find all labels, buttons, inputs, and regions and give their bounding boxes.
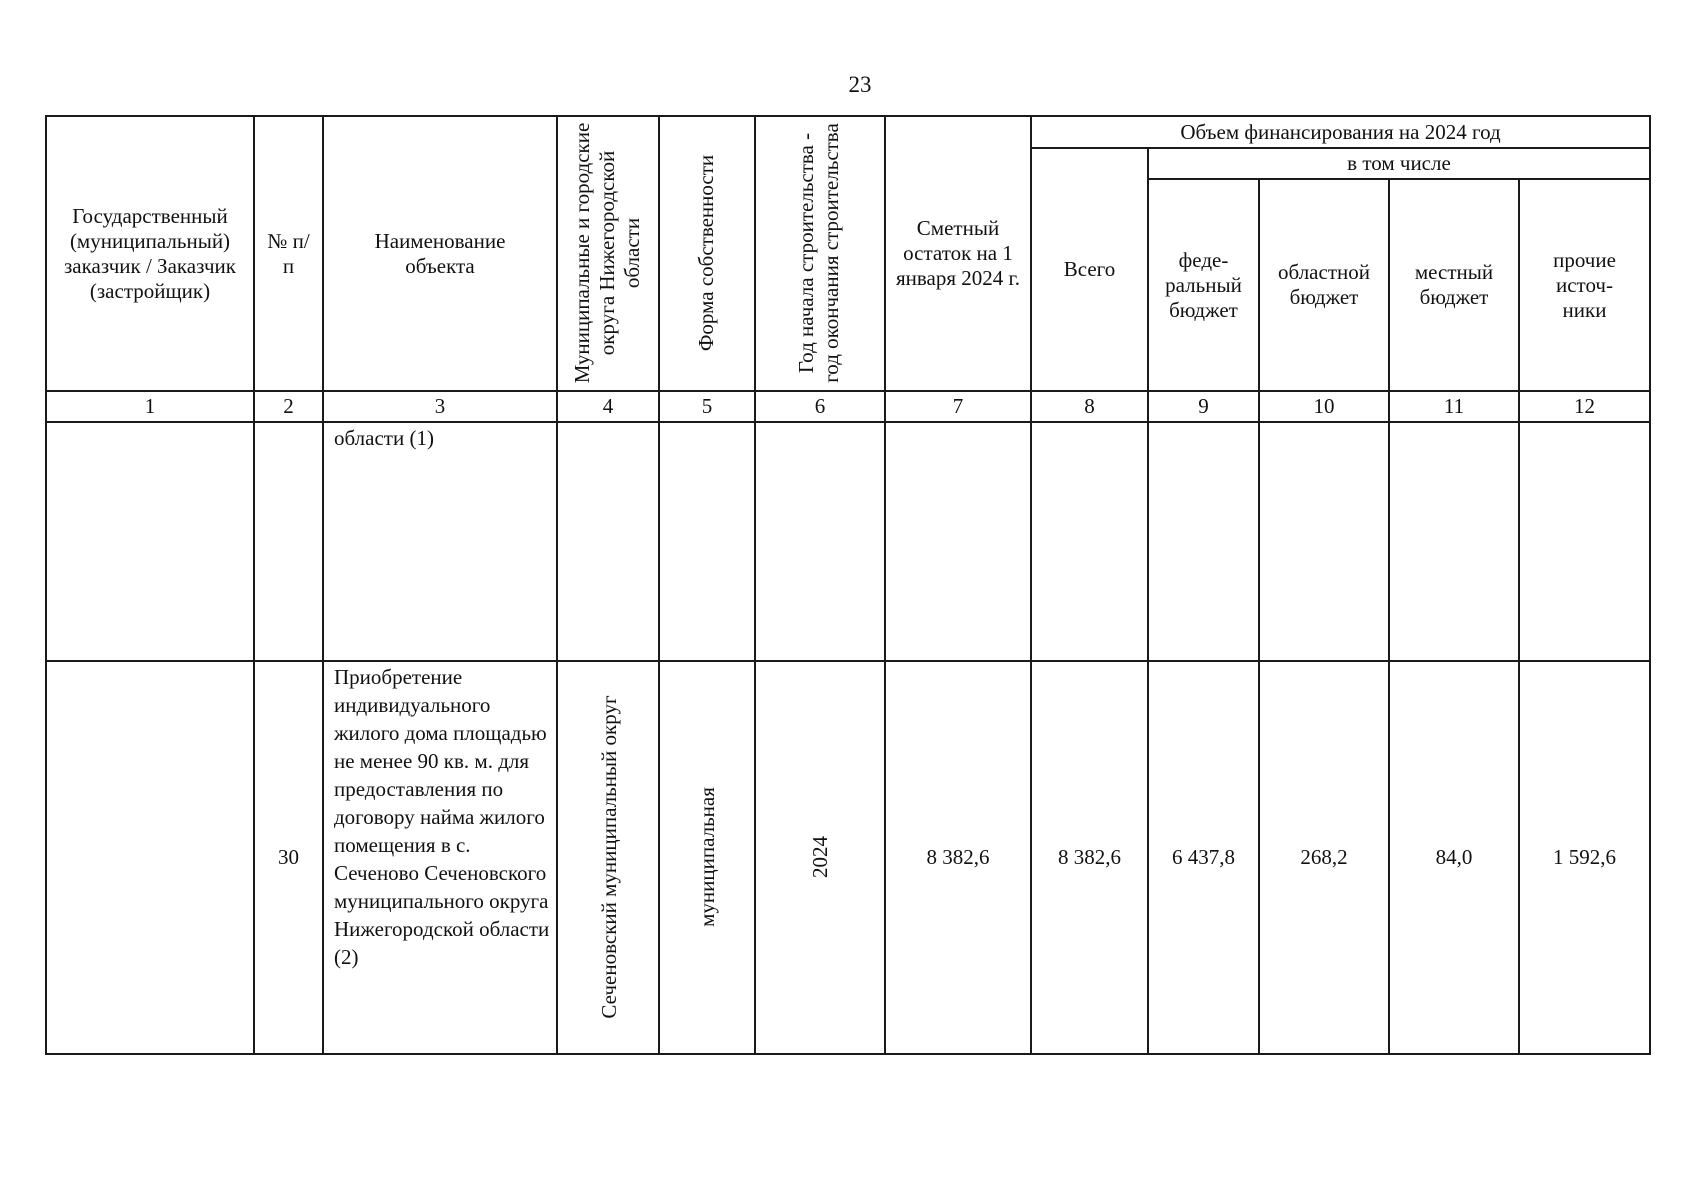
column-number: 8 [1084, 394, 1095, 418]
table-row-ownership: муниципальная [694, 787, 719, 927]
column-number: 6 [814, 394, 826, 418]
column-number: 3 [434, 394, 446, 418]
column-number: 12 [1574, 394, 1595, 418]
header-federal-budget: феде-ральный бюджет [1165, 247, 1242, 322]
column-number: 11 [1443, 394, 1465, 418]
header-estimate-remainder: Сметный остаток на 1 января 2024 г. [895, 216, 1020, 290]
column-number: 2 [283, 394, 294, 418]
column-number: 10 [1313, 394, 1335, 418]
header-including-group: в том числе [1347, 151, 1451, 175]
table-row-name: Приобретение индивидуального жилого дома площадью не менее 90 кв. м. для предоставления по договору найма жилого помещения в с. Сеченово Сеченовского муниципального округа Нижегородской области (2) [334, 665, 550, 969]
column-number: 4 [602, 394, 614, 418]
header-number: № п/п [267, 228, 310, 278]
header-object-name: Наименование объекта [374, 228, 506, 278]
table-row-name: области (1) [334, 426, 434, 450]
table-row-municipality: Сеченовский муниципальный округ [596, 695, 621, 1019]
page-number: 23 [848, 72, 872, 97]
table-row-regional: 268,2 [1300, 845, 1348, 869]
header-construction-years: Год начала строительства - год окончания строительства [794, 123, 843, 383]
header-ownership: Форма собственности [693, 154, 718, 352]
header-other-sources: прочие источ-ники [1553, 247, 1616, 322]
header-funding-group: Объем финансирования на 2024 год [1180, 119, 1501, 144]
column-number: 1 [144, 394, 156, 418]
column-number: 9 [1198, 394, 1209, 418]
header-total: Всего [1063, 257, 1116, 281]
header-municipality: Муниципальные и городские округа Нижегородской области [569, 122, 644, 384]
table-row-other: 1 592,6 [1553, 845, 1616, 869]
column-number: 7 [952, 394, 964, 418]
table-row-total: 8 382,6 [1058, 845, 1121, 869]
table-row-estimate: 8 382,6 [926, 845, 990, 869]
header-local-budget: местный бюджет [1414, 260, 1494, 309]
header-regional-budget: областной бюджет [1278, 260, 1370, 309]
table-row-number: 30 [278, 845, 299, 869]
table-row-local: 84,0 [1435, 845, 1473, 869]
column-number: 5 [701, 394, 713, 418]
table-row-federal: 6 437,8 [1172, 845, 1235, 869]
header-customer: Государственный (муниципальный) заказчик / Заказчик (застройщик) [64, 203, 236, 303]
table-row-years: 2024 [807, 836, 832, 878]
